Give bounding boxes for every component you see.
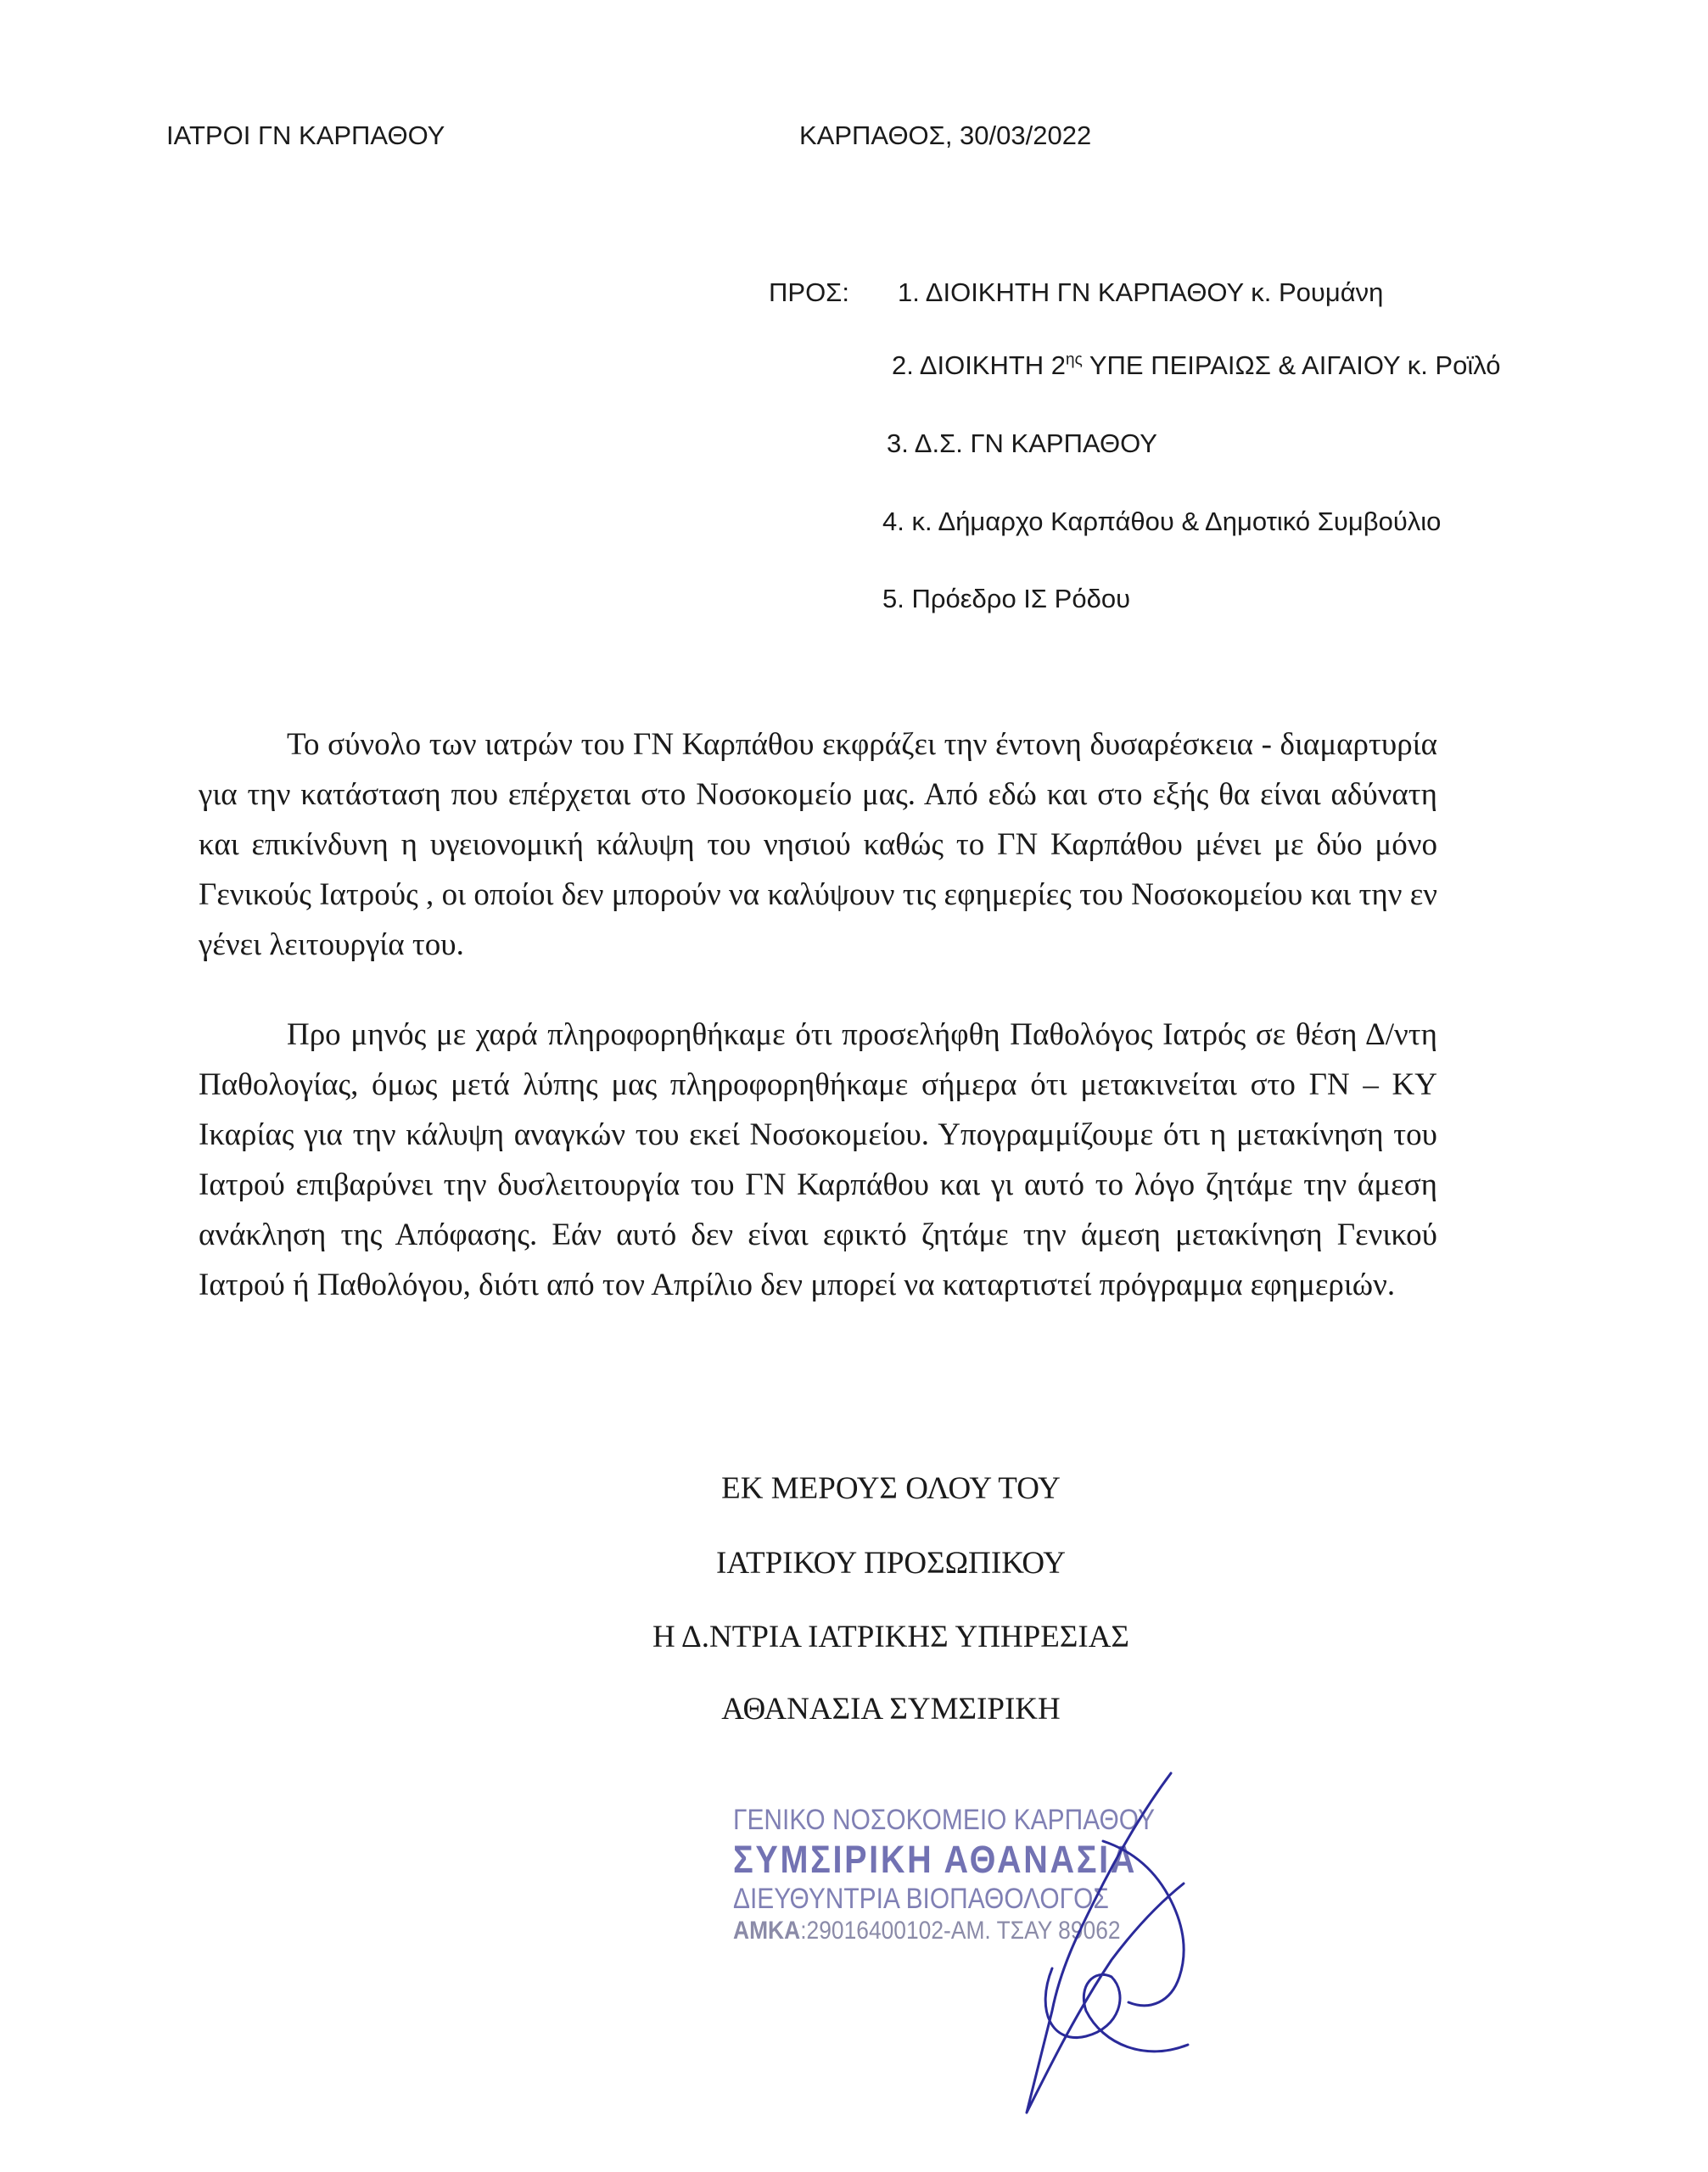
recipients-label: ΠΡΟΣ: [769, 277, 849, 307]
stamp-amka-label: ΑΜΚΑ [733, 1917, 801, 1945]
place-date: ΚΑΡΠΑΘΟΣ, 30/03/2022 [799, 120, 1092, 150]
signature-stroke [1027, 1773, 1188, 2113]
handwritten-signature [1001, 1756, 1222, 2138]
signature-name: ΑΘΑΝΑΣΙΑ ΣΥΜΣΙΡΙΚΗ [721, 1692, 1061, 1727]
stamp-line-2: ΣΥΜΣΙΡΙΚΗ ΑΘΑΝΑΣΙΑ [733, 1838, 1138, 1882]
signature-line-3: Η Δ.ΝΤΡΙΑ ΙΑΤΡΙΚΗΣ ΥΠΗΡΕΣΙΑΣ [652, 1620, 1129, 1654]
stamp-amka-value: :29016400102-ΑΜ. ΤΣΑΥ 89062 [800, 1917, 1121, 1945]
signature-line-2: ΙΑΤΡΙΚΟΥ ΠΡΟΣΩΠΙΚΟΥ [716, 1546, 1066, 1581]
recipient-2-superscript: ης [1066, 350, 1083, 369]
recipient-2-start: 2. ΔΙΟΙΚΗΤΗ 2 [892, 350, 1067, 380]
body-paragraph-1: Το σύνολο των ιατρών του ΓΝ Καρπάθου εκφράζει την έντονη δυσαρέσκεια - διαμαρτυρία για την κατάσταση που επέρχεται στο Νοσοκομείο μας. Από εδώ και στο εξής θα είναι αδύνατη και επικίνδυνη η υγειονομική κάλυψη του νησιού καθώς το ΓΝ Καρπάθου μένει με δύο μόνο Γενικούς Ιατρούς , οι οποίοι δεν μπορούν να καλύψουν τις εφημερίες του Νοσοκομείου και την εν γένει λειτουργία του. [199, 727, 1437, 962]
stamp-line-1: ΓΕΝΙΚΟ ΝΟΣΟΚΟΜΕΙΟ ΚΑΡΠΑΘΟΥ [733, 1804, 1156, 1836]
recipient-4: 4. κ. Δήμαρχο Καρπάθου & Δημοτικό Συμβούλιο [882, 507, 1442, 536]
recipient-1: 1. ΔΙΟΙΚΗΤΗ ΓΝ ΚΑΡΠΑΘΟΥ κ. Ρουμάνη [898, 277, 1384, 307]
recipient-3: 3. Δ.Σ. ΓΝ ΚΑΡΠΑΘΟΥ [887, 428, 1157, 458]
recipient-2-end: ΥΠΕ ΠΕΙΡΑΙΩΣ & ΑΙΓΑΙΟΥ κ. Ροϊλό [1082, 350, 1501, 380]
recipient-5: 5. Πρόεδρο ΙΣ Ρόδου [882, 584, 1131, 613]
body-paragraph-2: Προ μηνός με χαρά πληροφορηθήκαμε ότι προσελήφθη Παθολόγος Ιατρός σε θέση Δ/ντη Παθολογίας, όμως μετά λύπης μας πληροφορηθήκαμε σήμερα ότι μετακινείται στο ΓΝ – ΚΥ Ικαρίας για την κάλυψη αναγκών του εκεί Νοσοκομείου. Υπογραμμίζουμε ότι η μετακίνηση του Ιατρού επιβαρύνει την δυσλειτουργία του ΓΝ Καρπάθου και γι αυτό το λόγο ζητάμε την άμεση ανάκληση της Απόφασης. Εάν αυτό δεν είναι εφικτό ζητάμε την άμεση μετακίνηση Γενικού Ιατρού ή Παθολόγου, διότι από τον Απρίλιο δεν μπορεί να καταρτιστεί πρόγραμμα εφημεριών. [199, 1017, 1437, 1302]
sender-header: ΙΑΤΡΟΙ ΓΝ ΚΑΡΠΑΘΟΥ [166, 120, 445, 150]
signature-line-1: ΕΚ ΜΕΡΟΥΣ ΟΛΟΥ ΤΟΥ [721, 1471, 1061, 1506]
stamp-line-3: ΔΙΕΥΘΥΝΤΡΙΑ ΒΙΟΠΑΘΟΛΟΓΟΣ [733, 1883, 1109, 1916]
recipient-2 [892, 350, 1501, 381]
